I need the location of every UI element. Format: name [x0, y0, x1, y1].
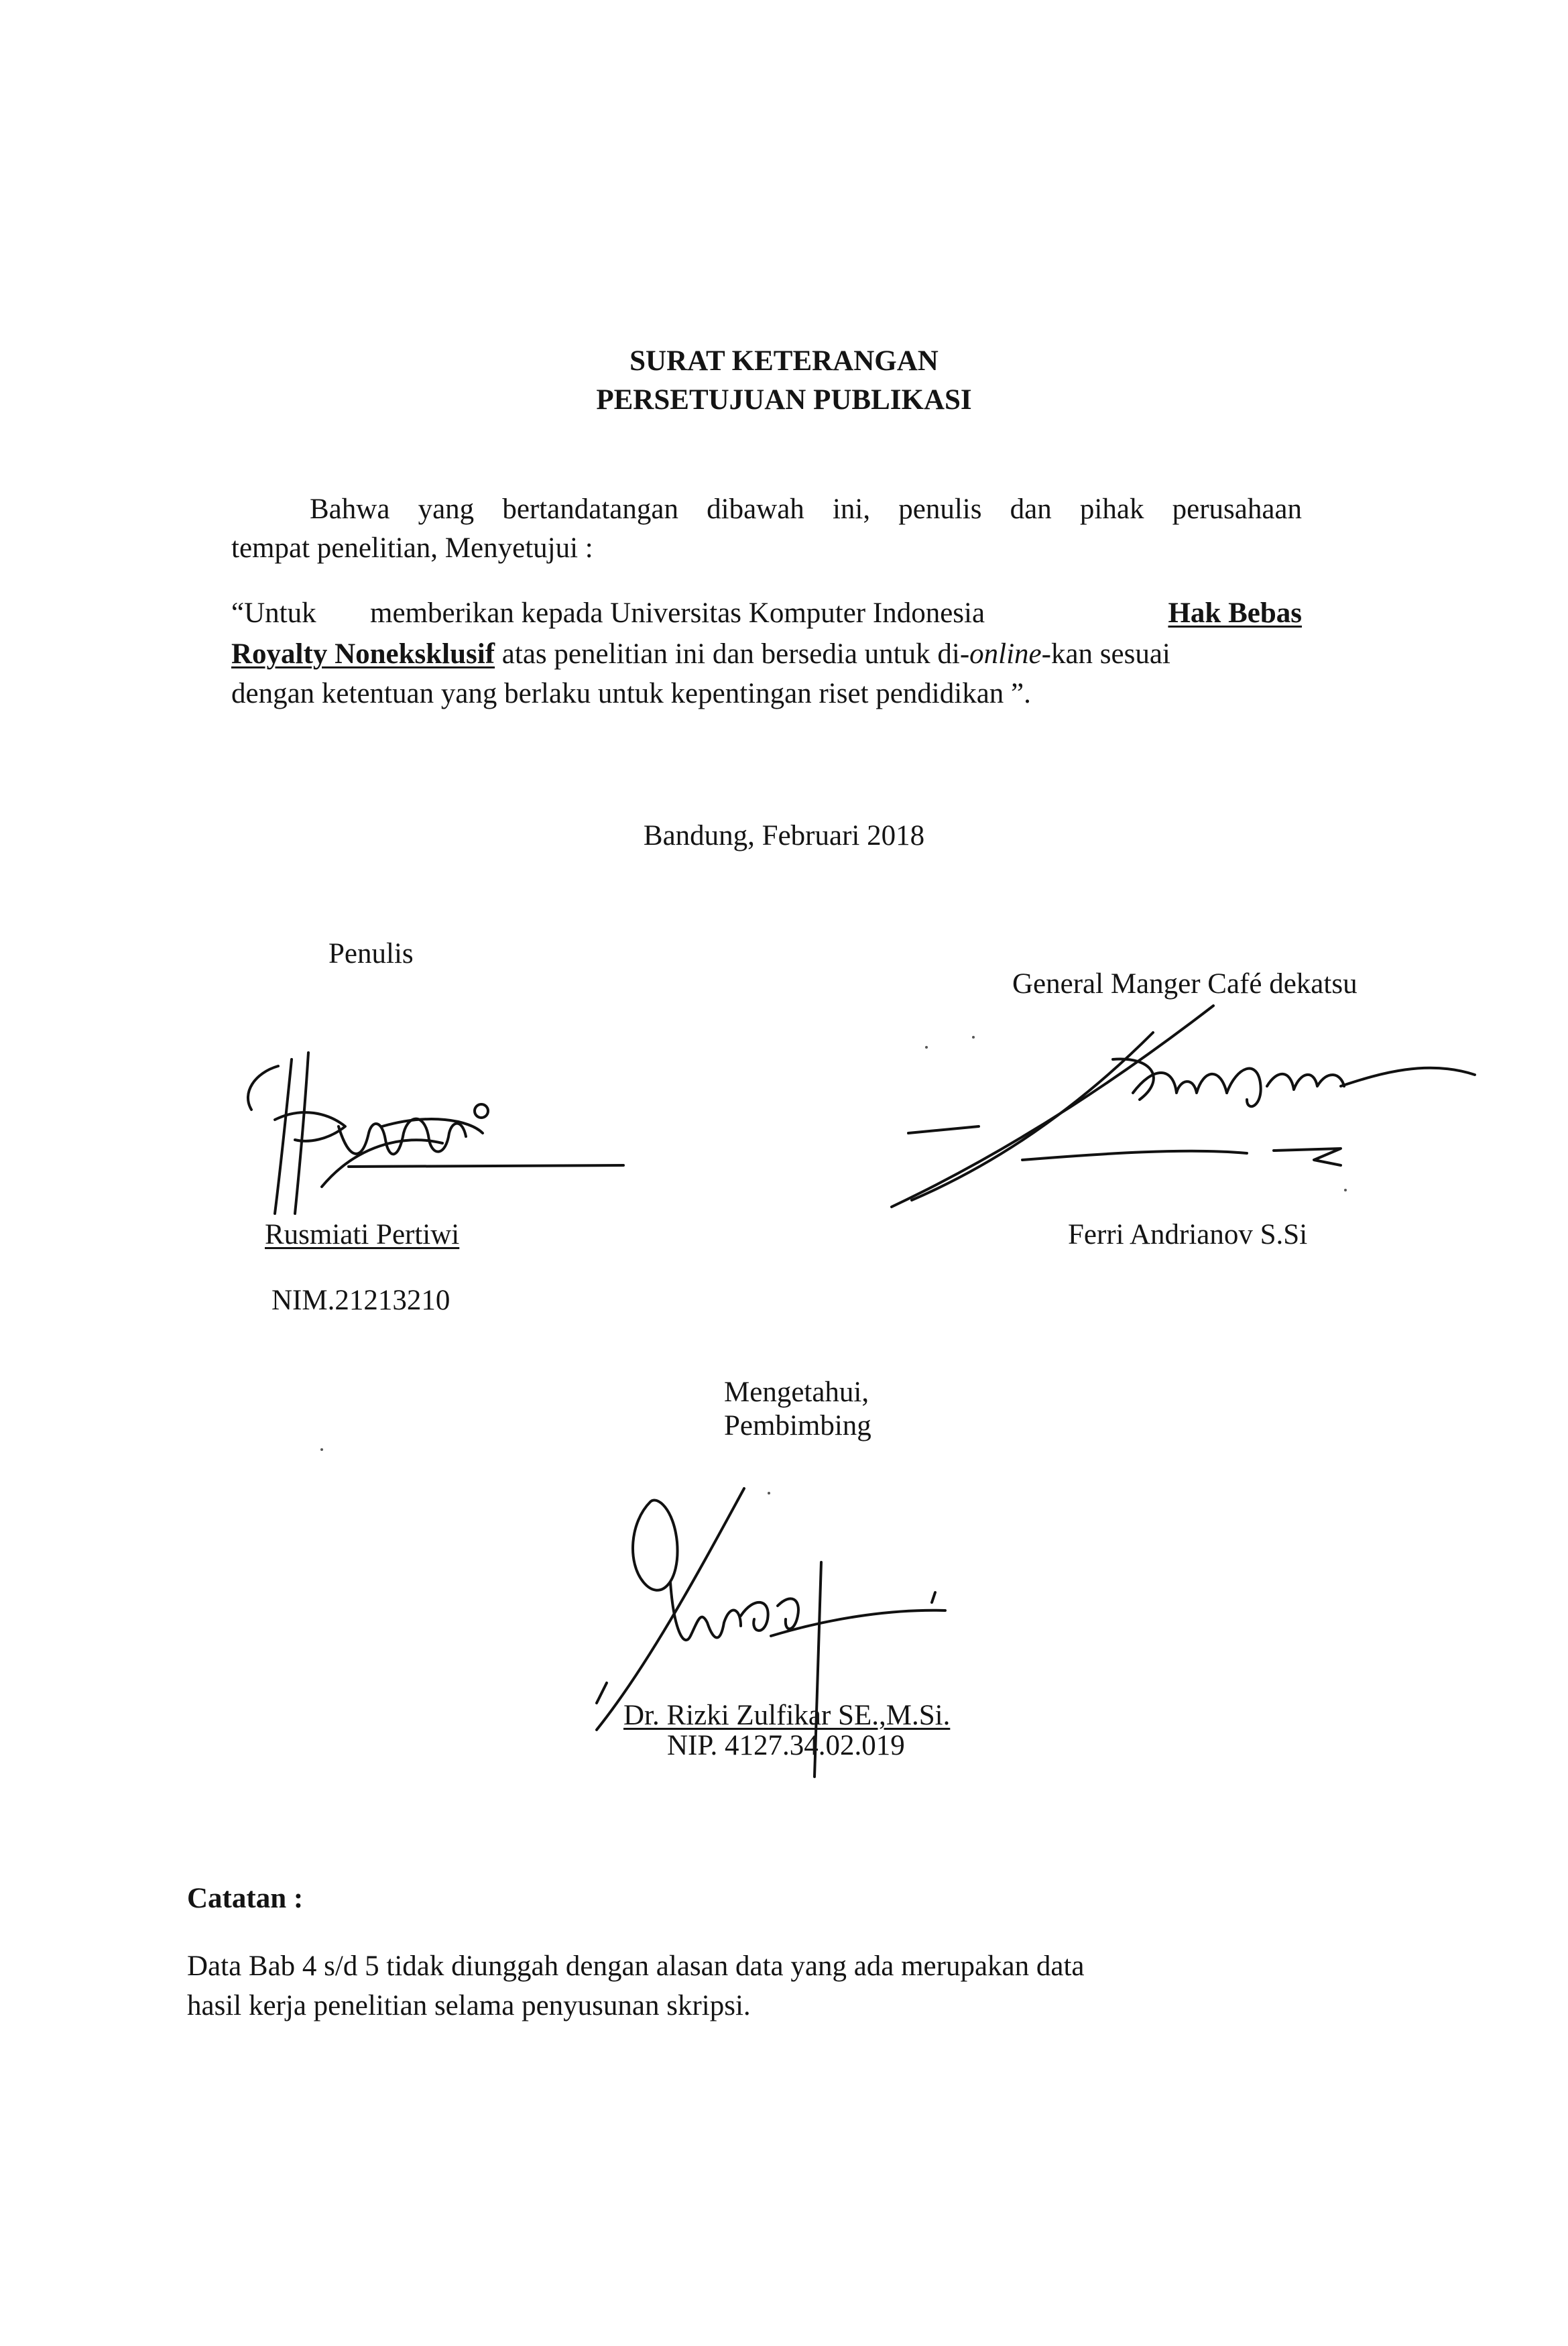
intro-line-2: tempat penelitian, Menyetujui : [231, 532, 593, 564]
scan-speck [1344, 1189, 1347, 1191]
hak-bebas-emphasis: Hak Bebas [1168, 597, 1302, 629]
scan-speck [972, 1036, 975, 1039]
company-signature [871, 992, 1508, 1214]
company-role: General Manger Café dekatsu [1012, 968, 1358, 1000]
note-line-1: Data Bab 4 s/d 5 tidak diunggah dengan alasan data yang ada merupakan data [187, 1950, 1085, 1982]
title-line-2: PERSETUJUAN PUBLIKASI [596, 384, 972, 416]
author-signature [228, 1046, 630, 1250]
note-line-2: hasil kerja penelitian selama penyusunan skripsi. [187, 1990, 751, 2021]
author-name: Rusmiati Pertiwi [265, 1219, 460, 1250]
acknowledged-label: Mengetahui, [724, 1376, 869, 1408]
author-nim: NIM.21213210 [272, 1285, 450, 1316]
quote-line-2 [231, 640, 1302, 668]
intro-line-1 [310, 495, 1302, 524]
supervisor-role: Pembimbing [724, 1410, 871, 1442]
note-heading: Catatan : [187, 1883, 304, 1914]
quote-line-1 [370, 599, 1302, 628]
scan-speck [320, 1448, 323, 1451]
supervisor-name: Dr. Rizki Zulfikar SE.,M.Si. [623, 1700, 951, 1731]
quote-line-1-text: memberikan kepada Universitas Komputer Indonesia [370, 597, 985, 629]
scan-speck [925, 1046, 928, 1049]
place-date: Bandung, Februari 2018 [643, 820, 925, 852]
quote-line-2-left [231, 640, 1170, 668]
royalty-emphasis: Royalty Noneksklusif [231, 638, 495, 670]
scan-speck [768, 1492, 770, 1494]
company-signer-name: Ferri Andrianov S.Si [1068, 1219, 1308, 1250]
quote-line-2-post: -kan sesuai [1041, 638, 1170, 670]
quote-line-3: dengan ketentuan yang berlaku untuk kepentingan riset pendidikan ”. [231, 678, 1031, 709]
supervisor-nip: NIP. 4127.34.02.019 [667, 1730, 905, 1761]
quote-line-2-pre: atas penelitian ini dan bersedia untuk di- [495, 638, 970, 670]
online-italic: online [969, 638, 1042, 670]
intro-line-1-text: Bahwa yang bertandatangan dibawah ini, penulis dan pihak perusahaan [310, 493, 1302, 525]
author-role: Penulis [328, 938, 414, 970]
title-line-1: SURAT KETERANGAN [629, 345, 939, 377]
quote-open: “Untuk [231, 597, 316, 629]
